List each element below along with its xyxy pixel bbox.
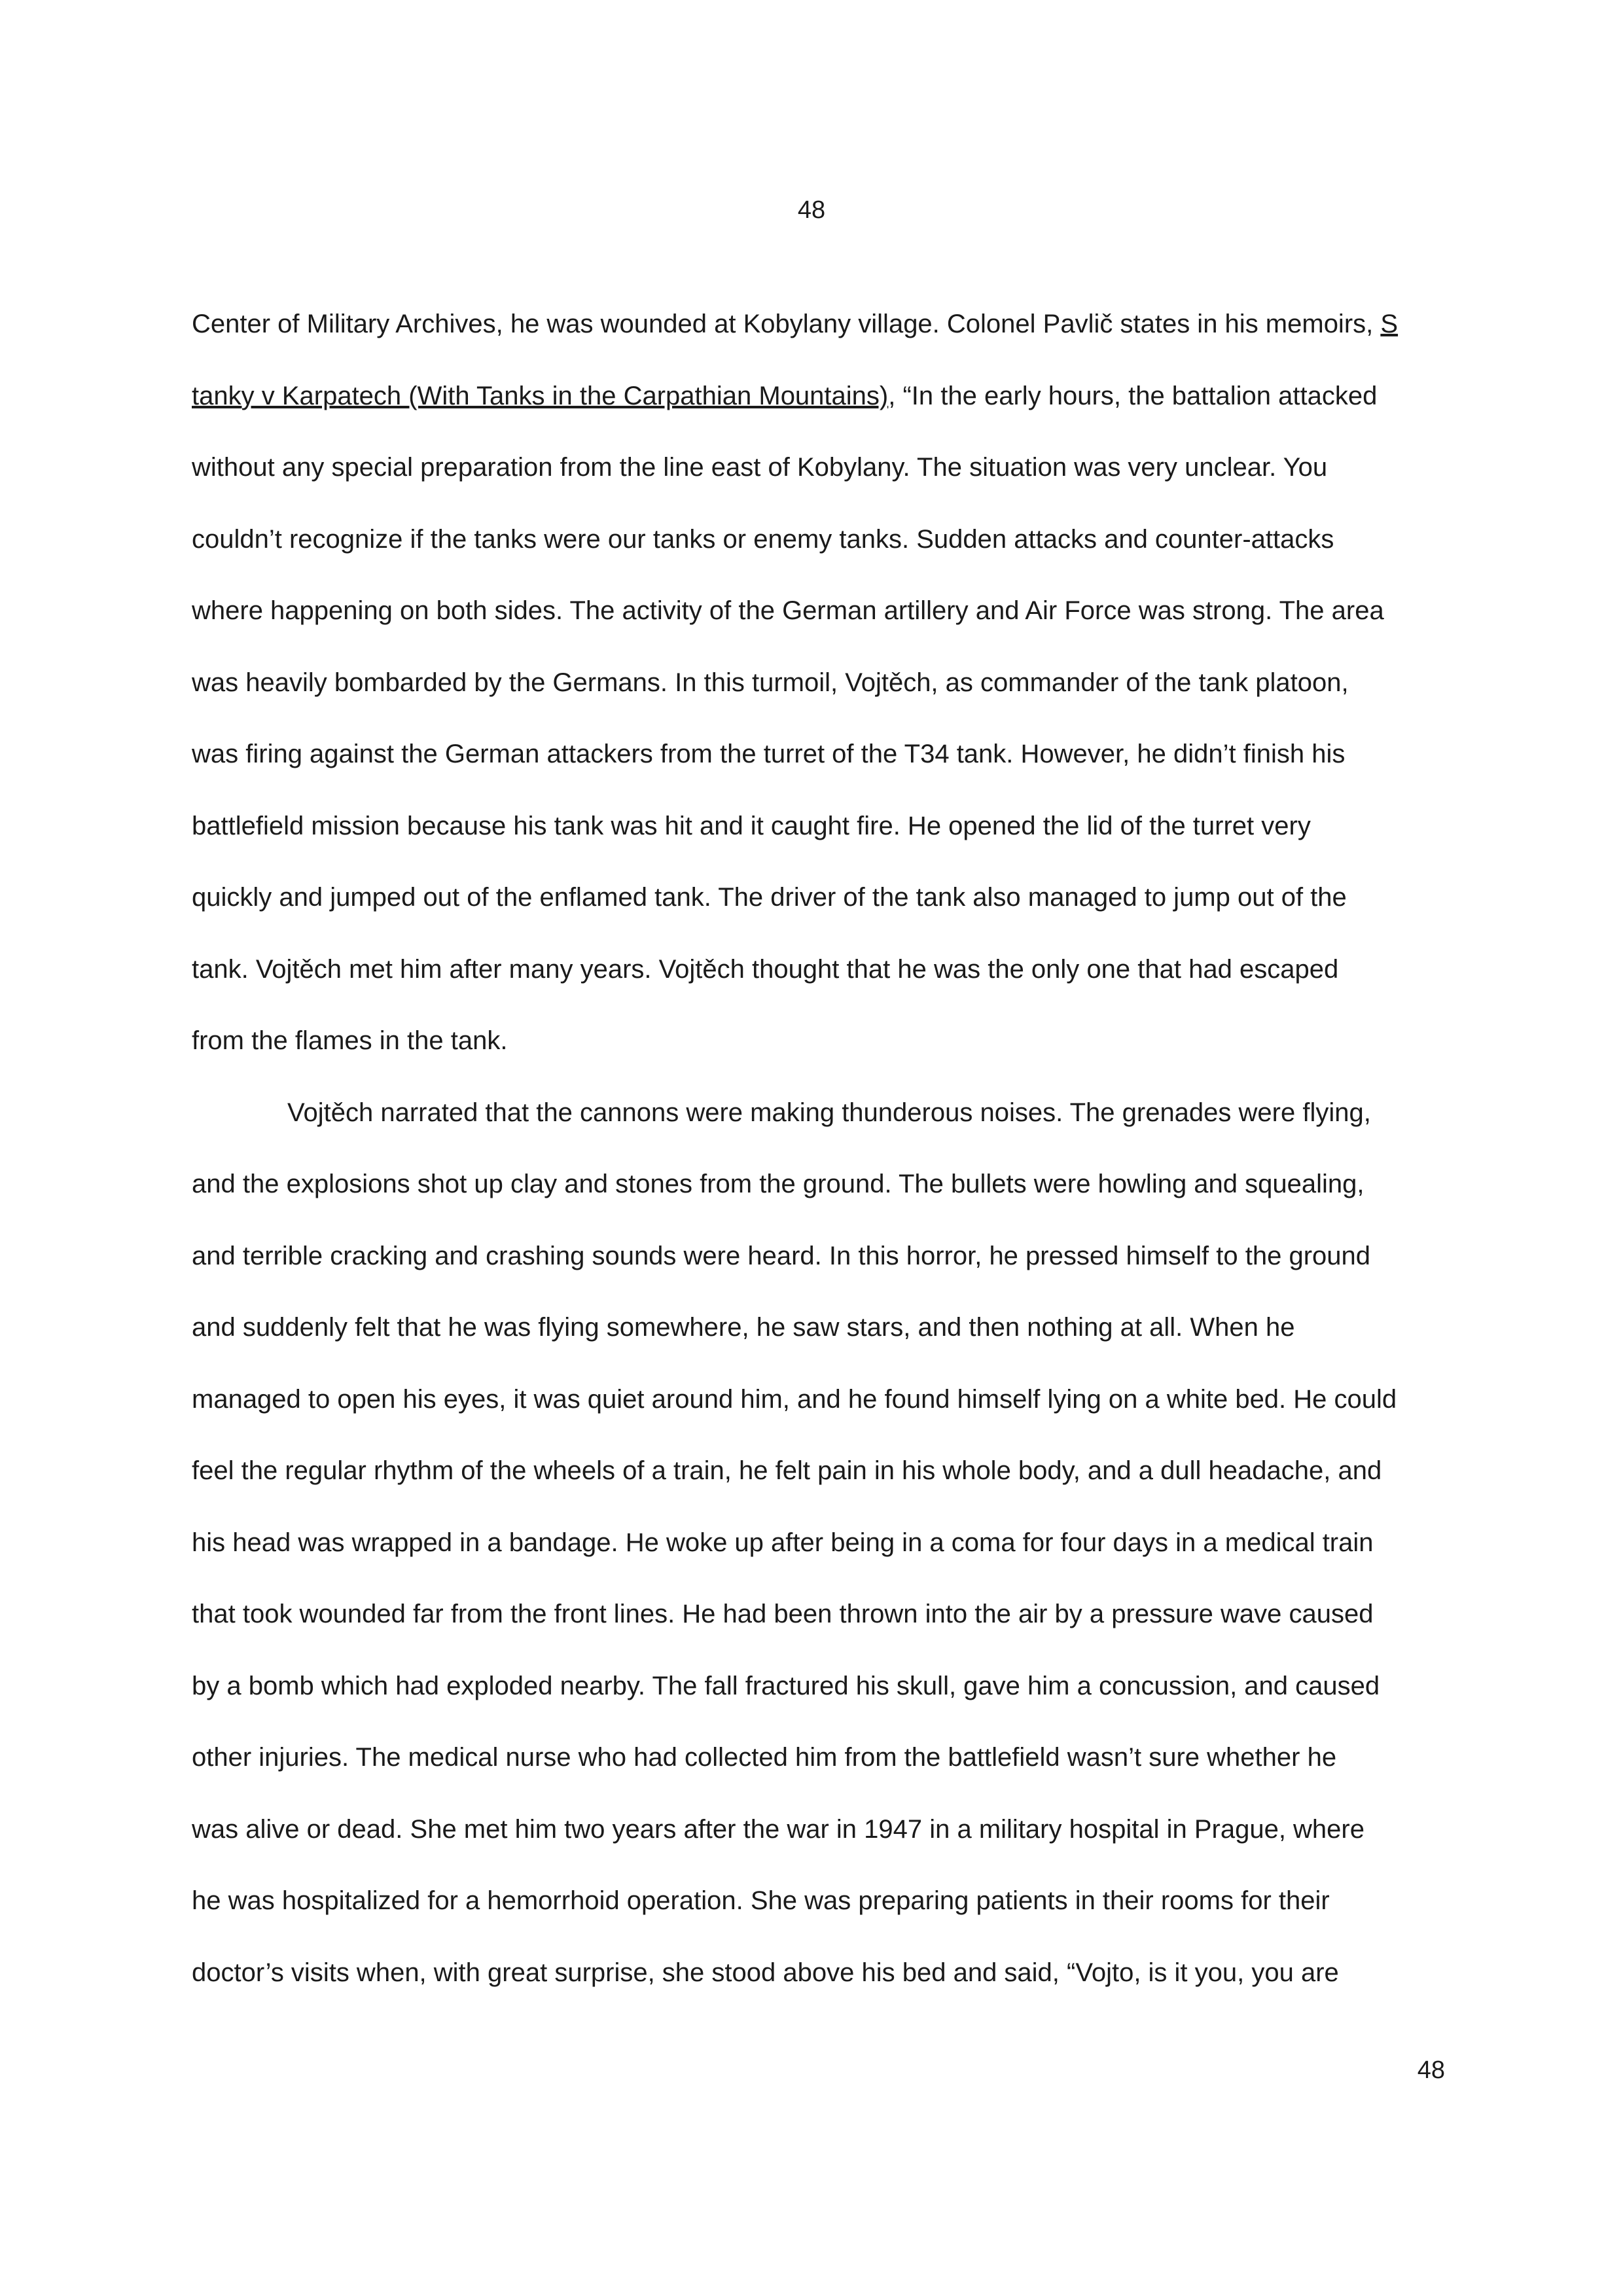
paragraph-2-line-3: and terrible cracking and crashing sounds were heard. In this horror, he pressed himself to the ground: [192, 1241, 1371, 1270]
paragraph-2-line-4: and suddenly felt that he was flying somewhere, he saw stars, and then nothing at all. When he: [192, 1313, 1295, 1342]
paragraph-2-line-11: was alive or dead. She met him two years after the war in 1947 in a military hospital in Prague, where: [192, 1814, 1364, 1844]
paragraph-2-line-1: Vojtěch narrated that the cannons were making thunderous noises. The grenades were flying,: [287, 1098, 1371, 1127]
paragraph-1-line-11: from the flames in the tank.: [192, 1026, 508, 1055]
paragraph-1-line-9: quickly and jumped out of the enflamed tank. The driver of the tank also managed to jump out of the: [192, 883, 1347, 912]
paragraph-1-line-7: was firing against the German attackers from the turret of the T34 tank. However, he didn’t finish his: [192, 740, 1346, 768]
paragraph-1-line-3: without any special preparation from the line east of Kobylany. The situation was very unclear. You: [192, 453, 1328, 482]
paragraph-1-line-4: couldn’t recognize if the tanks were our tanks or enemy tanks. Sudden attacks and counter-attacks: [192, 524, 1334, 554]
paragraph-1-line-8: battlefield mission because his tank was hit and it caught fire. He opened the lid of the turret very: [192, 811, 1311, 840]
body-text: [192, 289, 1455, 2009]
paragraph-2-line-2: and the explosions shot up clay and stones from the ground. The bullets were howling and squealing,: [192, 1170, 1364, 1198]
text-segment: Center of Military Archives, he was wounded at Kobylany village. Colonel Pavlič states in his memoirs,: [192, 310, 1381, 338]
paragraph-2-line-13: doctor’s visits when, with great surprise, she stood above his bed and said, “Vojto, is it you, you are: [192, 1958, 1339, 1987]
paragraph-2-line-6: feel the regular rhythm of the wheels of a train, he felt pain in his whole body, and a dull headache, and: [192, 1456, 1382, 1485]
paragraph-1-line-5: where happening on both sides. The activity of the German artillery and Air Force was strong. The area: [192, 596, 1384, 625]
page-number-top: 48: [797, 196, 826, 224]
text-segment: , “In the early hours, the battalion attacked: [888, 381, 1378, 410]
paragraph-2-line-10: other injuries. The medical nurse who had collected him from the battlefield wasn’t sure whether he: [192, 1743, 1337, 1772]
book-title: tanky v Karpatech (With Tanks in the Carpathian Mountains): [192, 381, 889, 410]
paragraph-2-line-5: managed to open his eyes, it was quiet around him, and he found himself lying on a white bed. He could: [192, 1384, 1397, 1414]
paragraph-1-line-6: was heavily bombarded by the Germans. In this turmoil, Vojtěch, as commander of the tank platoon,: [192, 668, 1349, 697]
paragraph-2-line-9: by a bomb which had exploded nearby. The fall fractured his skull, gave him a concussion, and caused: [192, 1671, 1380, 1700]
book-title-start: S: [1380, 310, 1399, 338]
paragraph-1-line-1: [192, 289, 1455, 361]
paragraph-1-line-2: [192, 361, 1455, 433]
page-number-bottom: 48: [1417, 2056, 1445, 2084]
paragraph-2-line-7: his head was wrapped in a bandage. He woke up after being in a coma for four days in a medical train: [192, 1528, 1374, 1557]
paragraph-2-line-8: that took wounded far from the front lines. He had been thrown into the air by a pressure wave caused: [192, 1600, 1374, 1628]
paragraph-1-line-10: tank. Vojtěch met him after many years. Vojtěch thought that he was the only one that had escaped: [192, 954, 1339, 984]
paragraph-2-line-12: he was hospitalized for a hemorrhoid operation. She was preparing patients in their rooms for their: [192, 1886, 1330, 1915]
